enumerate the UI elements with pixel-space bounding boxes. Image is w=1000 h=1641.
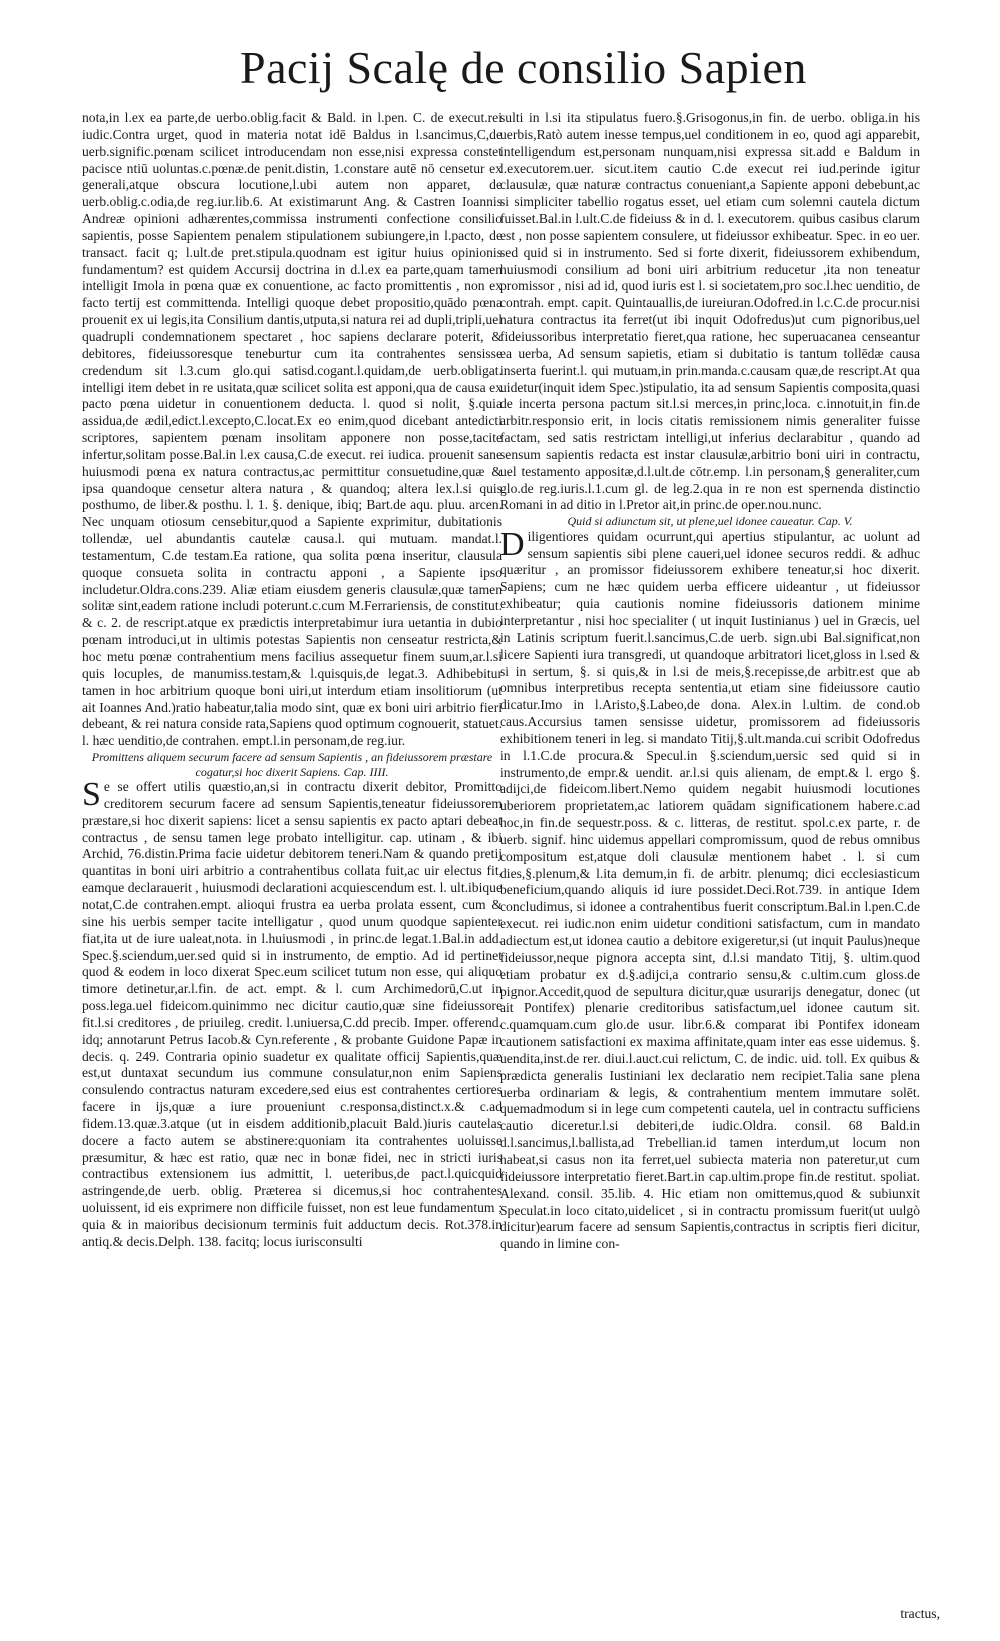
chapter-iv-title: Promittens aliquem securum facere ad sensum Sapientis , an fideiussorem præstare cogatur,si hoc dixerit Sapiens. xyxy=(91,750,493,779)
left-column xyxy=(82,110,502,1251)
running-head: Pacij Scalę de consilio Sapien xyxy=(240,42,807,93)
chapter-v-number: Cap. V. xyxy=(817,514,853,529)
chapter-v-title: Quid si adiunctum sit, ut plene,uel idonee caueatur. xyxy=(567,514,815,529)
chapter-iv-heading xyxy=(82,750,502,779)
catchword: tractus, xyxy=(900,1606,940,1621)
right-column xyxy=(500,110,920,1253)
left-column-text-top: nota,in l.ex ea parte,de uerbo.oblig.facit & Bald. in l.pen. C. de execut.rei iudic.Contra urget, quod in materia notat idē Baldus in l.sancimus,C,de uerb.signific.pœnam scilicet introducendam non esse,nisi expressa constet pacisce ntiū uoluntas.c.pœnæ.de penit.distin, 1.constare autē nō censetur ex generali,atque obscura locutione,l.ubi autem non apparet, de uerb.oblig.c.odia,de reg.iur.lib.6. At existimarunt Ang. & Castren Ioannis Andreæ opinioni adhærentes,commissa instrumenti confectione consilio sapientis, posse Sapientem penalem stipulationem subiungere,in l.pacto, de transact. facit q; l.ult.de pret.stipula.quodnam est igitur huius opinionis fundamentum? est quidem Accursij doctrina in d.l.ex ea parte,quam tamen intelligit Imola in pœna quæ ex conuentione, ac facto promittentis , non ex facto tertij est committenda. Intelligi quoque debet propositio,quādo pœna prouenit ex ui legis,ita Consilium dantis,utputa,si natura rei ad dupli,tripli,uel quadrupli condemnationem spectaret , hoc sapiens declarare poterit, & debitores, fideiussoresque teneburtur cum ita contrahentes sensisse credendum sit l.3.cum glo.qui satisd.cogant.l.quidam,de uerb.obligat. intelligi item debet in re usitata,quæ scilicet solita est apponi,qua de causa ex pacto pœna uidetur in conuentionem deducta. l. quod si nolit, §.quia assidua,de ædil,edict.l.excepto,C.locat.Ex eo enim,quod dicebant antedicti scriptores, sapientem pœnam insolitam apponere non posse,tacite infertur,solitam posse.Bal.in l.ex causa,C.de execut. rei iudica. prouenit sane huiusmodi pœna ex natura contractus,ac permittitur consuetudine,quæ & ipsa quandoque censetur altera natura , & quandoq; altera lex.l.si quis posthumo, de liber.& posthu. l. 1. §. denique, ibiq; Bart.de aqu. pluu. arcen. Nec unquam otiosum censebitur,quod a Sapiente exprimitur, dubitationis tollendæ, uel abundantis cautelæ causa.l. qui mutuam. mandat.l. testamentum, C.de testam.Ea ratione, qua solita pœna inseritur, clausula quoque consueta solita in contractu apponi , a Sapiente ipso includetur.Oldra.cons.239. Aliæ etiam eiusdem generis clausulæ,quæ tamen solitæ sint,eadem ratione includi poterunt.c.cum M.Ferrariensis, de constitut. & c. 2. de rescript.atque ex prædictis interpretabimur iura uetantia in dubio pœnam introduci,ut in ultimis potestas Sapientis non censeatur restricta,& hoc metu pœnæ contrahentium mens facilius assequetur finem suum,ar.l.si quis locuples, de manumiss.testam,& l.quisquis,de legat.3. Adhibebitur tamen in hoc arbitrium quoque boni uiri,ut interdum etiam insolitiorum (ut ait Ioannes And.)ratio habeatur,talia modo sint, quæ ex boni uiri arbitrio fieri debeant, & rei natura conside rata,Sapiens quod optimum cognouerit, statuet. l. hæc uenditio,de contrahen. empt.l.in personam,de reg.iur. xyxy=(82,110,502,749)
chapter-v-heading xyxy=(500,514,920,529)
right-column-text-bottom: Diligentiores quidam ocurrunt,qui apertius stipulantur, ac uolunt ad sensum sapientis sibi plene caueri,uel idonee securos reddi. & adhuc quæritur , an promissor fideiussorem exhibere teneatur,si hoc dixerit. Sapiens; cum ne hæc quidem uerba efficere uideantur , ut fideiussor exhibeatur; quia cautionis nomine fideiussoris dationem minime interpretantur , nisi hoc specialiter ( ut inquit Iustinianus ) uel in Græcis, uel in Latinis scriptum fuerit.l.sancimus,C.de uerb. sign.ubi Bal.significat,non licere Sapienti iura transgredi, ut quandoque arbitratori licet,gloss in l.sed & si in sertum, §. si quis,& in l.si de meis,§.recepisse,de arbitr.est que ab omnibus interpretibus recepta sententia,ut etiam sine fideiussore cautio dicatur.Imo in l.Aristo,§.Labeo,de dona. Alex.in l.ultim. de cond.ob caus.Accursius tamen sensisse uidetur, promissorem ad fideiussoris exhibitionem teneri in leg. si mandato Titij,§.ult.manda.cui scribit Odofredus in l.1.C.de procura.& Specul.in §.sciendum,uersic sed quid si in instrumento,de empr.& uendit. ar.l.si quis alienam, de empt.& l. ergo §. adijci,de fideicom.libert.Nemo quidem negabit huiusmodi locutiones uberiorem proprietatem,ac latiorem quādam significationem habere.c.ad hoc,in fin.de sequestr.poss. & c. litteras, de restitut. spol.c.ex parte, r. de uerb. signif. hinc uidemus appellari compromissum, quod de rebus omnibus compositum est,atque doli clausulæ mentionem habet . l. si cum dies,§.plenum,& l.ita demum,in fi. de arbitr. plenumq; dici ecclesiasticum beneficium,quando aliquis id iure possidet.Deci.Rot.739. in antique Idem concludimus, si idonee a contrahentibus fuerit conscriptum.Bal.in l.pen.C.de execut. rei iudic.non enim uidetur conditioni satisfactum, cum in mandato adiectum est,ut idonea cautio a debitore exigeretur,si (ut inquit Paulus)neque fideiussor,neque pignora accepta sint, d.l.si mandato Titij, §. ultim.quod etiam probatur ex d.§.adijci,a contrario sensu,& c.ultim.cum gloss.de pignor.Accedit,quod de sepultura dicitur,quæ usurarijs denegatur, donec (ut ait Pontifex) plenarie creditoribus satisfactum,uel idonee cautum sit. c.quamquam.cum glo.de usur. libr.6.& comparat ibi Pontifex idoneam cautionem satisfactioni ex maxima affinitate,quam inter eas esse uidemus. §. uendita,inst.de rer. diui.l.auct.cui relictum, C. de indic. uid. toll. Ex quibus & prædicta generalis Iustiniani lex declaratio nem recipiet.Talia sane plena uerba ordinariam & legis, & contrahentium mentem immutare solēt. quemadmodum si in lege cum competenti cautela, uel in contractu sufficiens cautio diceretur.l.si debiteri,de iudic.Oldra. consil. 68 Bald.in d.l.sancimus,l.ballista,ad Trebellian.id tamen interdum,ut locum non habeat,si casus non ita ferret,uel subiecta materia non pateretur,ut cum fideiussore interpretatio fieret.Bart.in cap.ultim.prope fin.de restitut. spoliat. Alexand. consil. 35.lib. 4. Hic etiam non omittemus,quod & subiunxit Speculat.in loco citato,uidelicet , si in contractu promissum fuerit(ut uulgò dicitur)earum facere ad sensum Sapientis,contractus in scriptis fieri dicitur, quando in limine con- xyxy=(500,525,920,1252)
right-column-text-top: sulti in l.si ita stipulatus fuero.§.Grisogonus,in fin. de uerbo. obliga.in his uerbis,Ratò autem inesse tempus,uel conditionem in eo, quod agi apparebit, intelligendum est,personam nunquam,nisi expressa sit.add e Baldum in l.executorem.uer. sicut.item cautio C.de execut rei iud.perinde igitur clausulæ, quæ naturæ contractus conueniant,a Sapiente apponi debebunt,ac si simpliciter tabellio rogatus esset, uel etiam cum solemni cautela dictum fuisset.Bal.in l.ult.C.de fideiuss & in d. l. executorem. quibus casibus clarum est , non posse sapientem consulere, ut fideiussor exhibeatur. Spec. in eo uer. sed quid si in instrumento. Sed si forte dixerit, fideiussorem exhibendum, huiusmodi consilium ad boni uiri arbitrium reducetur ,ita non teneatur promissor , nisi ad id, quod iuris est l. si societatem,pro soc.l.hec uenditio, de contrah. empt. capit. Quintauallis,de iureiuran.Odofred.in l.c.C.de procur.nisi natura contractus ita ferret(ut ibi inquit Odofredus)ut cum pignoribus,uel fideiussoribus interpretatio fieret,qua ratione, hec superuacanea censeantur ea uerba, Ad sensum sapietis, etiam si dubitatio is tantum tollēdæ causa inserta fuerint.l. qui mutuam,in prin.manda.c.causam quæ,de rescript.At qua uidetur(inquit idem Spec.)stipulatio, ita ad sensum Sapientis composita,quasi de incerta persona pactum sit.l.si merces,in princ,loca. c.innotuit,in fin.de arbitr.responsio erit, in locis citatis remissionem nimis generaliter fuisse factam, sed satis restrictam intelligi,ut inferius declarabitur , quando ad sensum sapientis redacta est instar clausulæ,arbitrio boni uiri in contractu, uel testamento appositæ,d.l.ult.de cōtr.emp. l.in personam,§ generaliter,cum glo.de reg.iuris.l.1.cum gl. de leg.2.qua in re non est spernenda distinctio Romani in ad ditio in l.Pretor ait,in princ.de oper.nou.nunc. xyxy=(500,110,920,513)
chapter-iv-number: Cap. IIII. xyxy=(343,764,389,779)
left-column-text-bottom: Se se offert utilis quæstio,an,si in contractu dixerit debitor, Promitto creditorem securum facere ad sensum Sapientis,teneatur fideiussorem præstare,si hoc dixerit sapiens: licet a sensu sapientis ex pacto aptari debeat contractus , de sensu tamen lege probato intelligitur. cap. utinam , & ibi Archid, 76.distin.Prima facie uidetur debitorem teneri.Nam & quando pretij quantitas in boni uiri arbitrio a contrahentibus collata fuit,ac uir electus fit, eamque declarauerit , huiusmodi declarationi acquiescendum est. l. ult.ibique notat,C.de contrahen.empt. alioqui frustra ea uerba prolata essent, cum & sine his uerbis semper tacite intelligatur , quod unum quodque sapienter fiat,ita ut de iure ualeat,nota. in l.huiusmodi , in princ.de legat.1.Bal.in add. Spec.§.sciendum,uer.sed quid si in instrumento, de emptio. Ad id pertinet quod & eodem in loco dixerat Spec.eum scilicet tutum non esse, qui aliquo timore detinetur,ar.l.fin. de act. empt. & l. cum Archimedorū,C.ut in poss.lega.uel fideicom.quinimmo nec dicitur cautio,quæ sine fideiussore fit.l.si creditores , de priuileg. credit. l.uniuersa,C.dd precib. Imper. offerend. idq; annotarunt Petrus Iacob.& Cyn.referente , & probante Guidone Papæ in decis. q. 249. Contraria opinio suadetur ex qualitate officij Sapientis,quæ est,ut duntaxat secundum ius commune consulatur,non enim Sapiens consulendo contractus naturam excedere,sed eius est contrahentes certiores facere in ijs,quæ a iure proueniunt c.responsa,distinct.x.& c.ad fidem.13.quæ.3.atque (ut in eisdem additionib,placuit Bald.)iuris cautelas docere a facto autem se abstinere:quoniam ita contrahentes uoluisse præsumitur, & hæc est ratio, quæ nec in bonæ fidei, nec in stricti iuris contractibus extensionem ius admittit, l. ueteribus,de pact.l.quicquid astringende,de uerb. oblig. Præterea si dicemus,si hoc contrahentes uoluissent, id eis exprimere non difficile fuisset, non est leue fundamentum ; quia & in maioribus decisionum terminis fuit adductum decis. Rot.378.in antiq.& decis.Delph. 138. facitq; locus iurisconsulti xyxy=(82,776,502,1249)
